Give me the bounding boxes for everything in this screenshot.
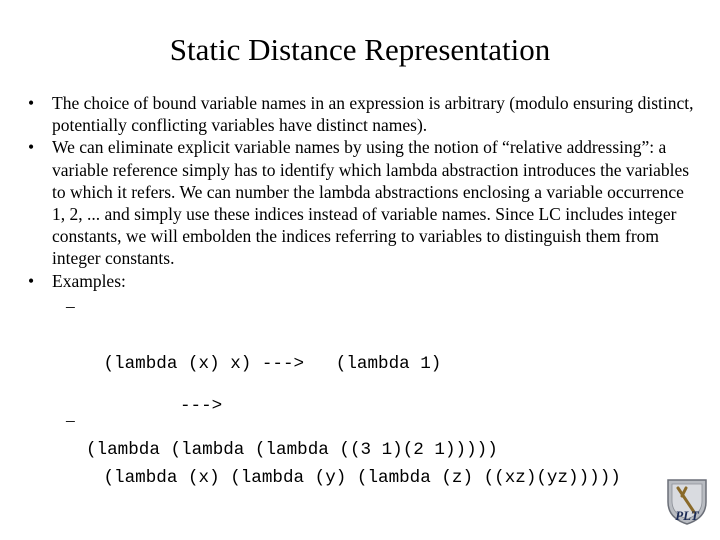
bullet-dot: • (28, 137, 35, 158)
bullet-item-1 (28, 92, 698, 136)
logo-text: PLT (675, 508, 699, 523)
bullet-text: Examples: (52, 270, 126, 291)
bullet-dot: • (28, 93, 35, 113)
plt-logo-icon (664, 476, 710, 526)
bullet-text: We can eliminate explicit variable names by using the notion of “relative addressing”: a variable reference simply has to identify which lambda abstraction introduces the variables to which it refers. We can number the lambda abstractions enclosing a variable occurrence 1, 2, ... and simply use these indices instead of variable names. Since LC includes integer constants, we will embolden the indices referring to variables to distinguish them from integer constants. (52, 137, 690, 269)
example-dash: – (66, 295, 75, 316)
example-dash: – (66, 409, 75, 430)
bullet-dot: • (28, 270, 35, 291)
result-code: (lambda (lambda (lambda ((3 1)(2 1))))) (86, 440, 498, 460)
example-code: (lambda (x) (lambda (y) (lambda (z) ((xz)(yz))))) (103, 467, 621, 488)
slide-title: Static Distance Representation (169, 32, 551, 67)
example-code: (lambda (x) x) ---> (lambda 1) (103, 353, 442, 374)
example-item-1 (28, 292, 698, 406)
example-item-2 (28, 406, 698, 520)
bullet-text: The choice of bound variable names in an expression is arbitrary (modulo ensuring distinct, potentially conflicting variables have distinct names). (52, 93, 694, 136)
bullet-item-2 (28, 136, 698, 269)
bullet-item-3 (28, 270, 698, 292)
arrow-code: ---> (180, 396, 223, 416)
